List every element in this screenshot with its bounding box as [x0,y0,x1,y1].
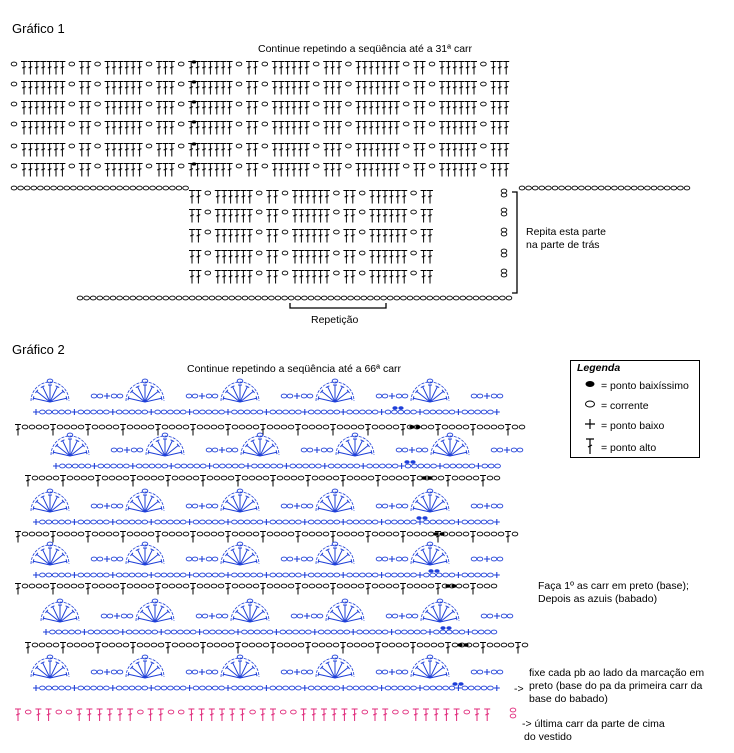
plus-icon [579,418,601,433]
legend-label: = ponto baixíssimo [601,379,689,392]
chart1-note-top: Continue repetindo a seqüência até a 31ª carr [258,43,473,55]
chart2-note-fix-line2: preto (base do pa da primeira carr da [529,680,703,692]
legend-label: = ponto alto [601,441,657,454]
chart2-note-last-line1: -> última carr da parte de cima [522,718,665,730]
chart1-side-note-line1: Repita esta parte [526,226,606,238]
legend-title: Legenda [577,362,621,374]
legend-label: = corrente [601,399,649,412]
chart2-note-mid-line2: Depois as azuis (babado) [538,593,658,605]
legend-box [570,360,700,458]
chart2-note-last-line2: do vestido [524,731,572,743]
legend-label: = ponto baixo [601,419,665,432]
chart1-title: Gráfico 1 [12,21,65,36]
legend-item-corrente [579,399,649,412]
chart2-note-mid-line1: Faça 1º as carr em preto (base); [538,580,689,592]
chart2-title: Gráfico 2 [12,342,65,357]
tall-t-icon [579,437,601,458]
chart2-stitches [15,379,528,721]
legend-item-ponto-baixissimo [579,379,689,392]
filled-oval-icon [579,379,601,392]
chart1-repeat-label: Repetição [311,314,359,326]
chart1-side-note-line2: na parte de trás [526,239,600,251]
chart2-note-fix-line1: fixe cada pb ao lado da marcação em [529,667,705,679]
legend-item-ponto-baixo [579,418,664,433]
chart2-note-fix-line3: base do babado) [529,693,608,705]
chart2-note-top: Continue repetindo a seqüência até a 66ª carr [187,363,402,375]
oval-icon [579,399,601,412]
chart2-fix-arrow: -> [514,683,524,695]
legend-item-ponto-alto [579,437,656,458]
